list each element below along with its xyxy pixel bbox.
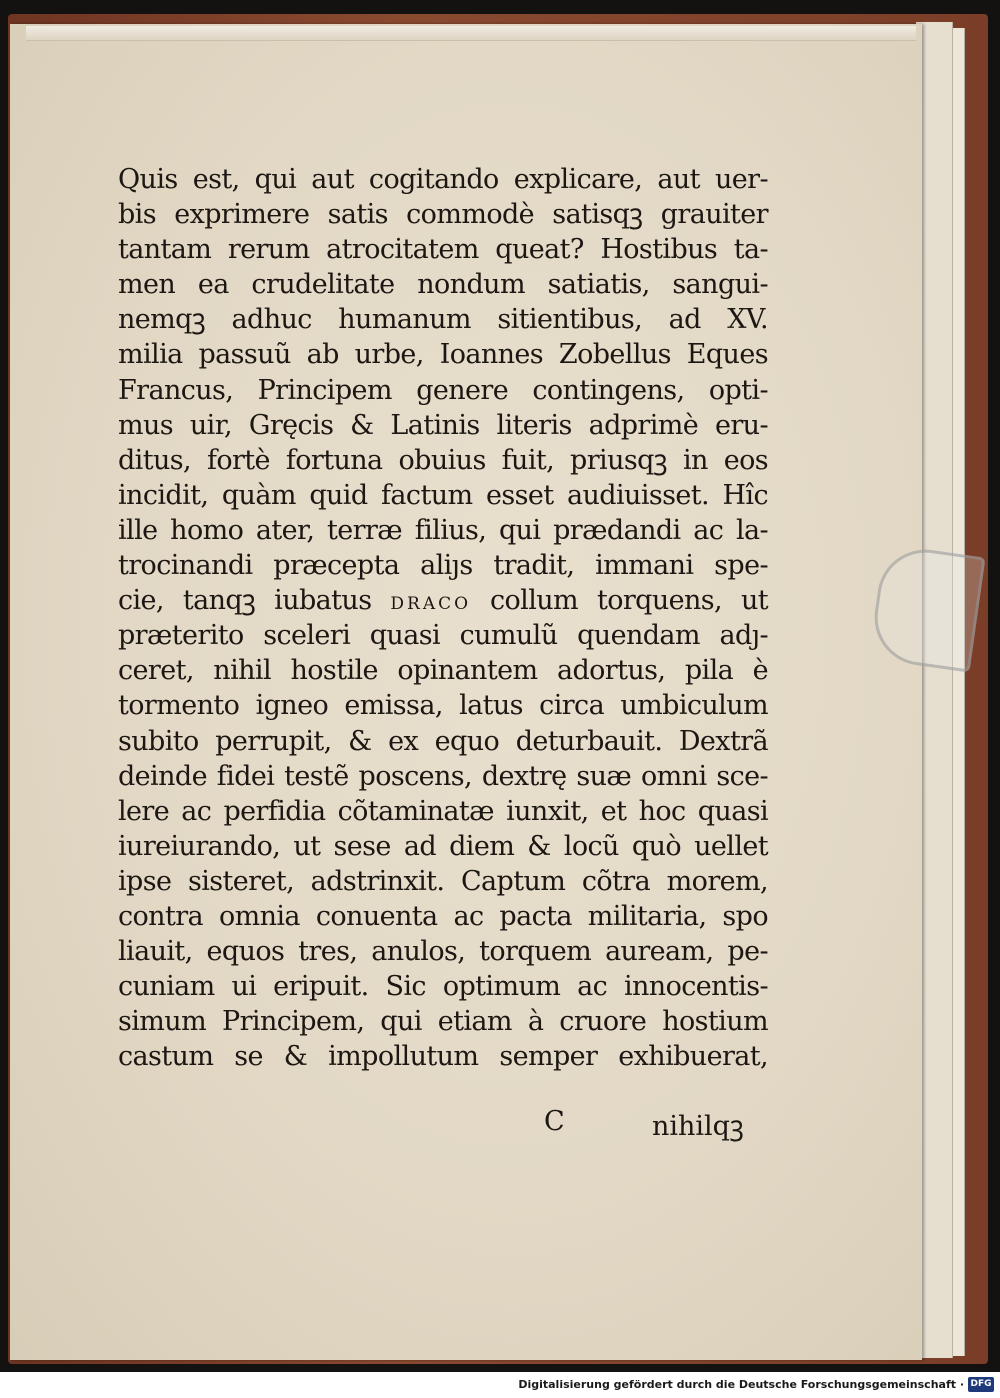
- text-line-7: Francus, Principem genere contingens, opti-: [118, 374, 768, 406]
- text-line-23: liauit, equos tres, anulos, torquem auream, pe-: [118, 936, 768, 968]
- text-line-15: ceret, nihil hostile opinantem adortus, pila è: [118, 655, 768, 687]
- text-line-6: milia passuũ ab urbe, Ioannes Zobellus Eques: [118, 339, 768, 371]
- text-line-9: ditus, fortè fortuna obuius fuit, priusqꝫ in eos: [118, 444, 768, 476]
- footer-credit: Digitalisierung gefördert durch die Deutsche Forschungsgemeinschaft ·: [518, 1378, 964, 1391]
- text-line-18: deinde fidei testẽ poscens, dextrę suæ omni sce-: [118, 760, 768, 792]
- catchword: nihilqꝫ: [652, 1111, 744, 1142]
- text-line-13: [118, 583, 768, 618]
- text-line-21: ipse sisteret, adstrinxit. Captum cõtra morem,: [118, 865, 768, 897]
- text-line-11: ille homo ater, terræ filius, qui prædandi ac la-: [118, 514, 768, 546]
- text-line-25: simum Principem, qui etiam à cruore hostium: [118, 1006, 768, 1038]
- text-line-1: Quis est, qui aut cogitando explicare, aut uer-: [118, 164, 768, 195]
- small-caps-word: DRACO: [390, 594, 472, 615]
- text-line-19: lere ac perfidia cõtaminatæ iunxit, et hoc quasi: [118, 795, 768, 827]
- dfg-logo-icon: DFG: [968, 1377, 994, 1392]
- text-line-22: contra omnia conuenta ac pacta militaria, spo: [118, 900, 768, 932]
- text-line-12: trocinandi præcepta aliȷs tradit, immani spe-: [118, 550, 768, 582]
- signature-mark: C: [544, 1106, 565, 1137]
- text-line-8: mus uir, Gręcis & Latinis literis adprimè eru-: [118, 409, 768, 441]
- text-line-24: cuniam ui eripuit. Sic optimum ac innocentis-: [118, 971, 768, 1003]
- text-line-13-tail: collum torquens, ut: [471, 585, 768, 617]
- text-line-13-head: cie, tanqꝫ iubatus: [118, 585, 391, 617]
- text-line-5: nemqꝫ adhuc humanum sitientibus, ad XV.: [118, 304, 768, 336]
- text-line-20: iureiurando, ut sese ad diem & locũ quò uellet: [118, 830, 768, 862]
- text-line-14: præterito sceleri quasi cumulũ quendam adȷ-: [118, 620, 768, 652]
- text-line-16: tormento igneo emissa, latus circa umbiculum: [118, 690, 768, 722]
- page-top-edge: [26, 26, 916, 41]
- text-line-10: incidit, quàm quid factum esset audiuisset. Hîc: [118, 479, 768, 511]
- text-line-26: castum se & impollutum semper exhibuerat,: [118, 1041, 768, 1073]
- footer-bar: [0, 1372, 1000, 1398]
- text-line-17: subito perrupit, & ex equo deturbauit. Dextrã: [118, 725, 768, 757]
- text-line-4: men ea crudelitate nondum satiatis, sangui-: [118, 269, 768, 301]
- page-text: [118, 162, 768, 1074]
- text-line-2: bis exprimere satis commodè satisqꝫ grauiter: [118, 199, 768, 231]
- text-line-3: tantam rerum atrocitatem queat? Hostibus ta-: [118, 234, 768, 266]
